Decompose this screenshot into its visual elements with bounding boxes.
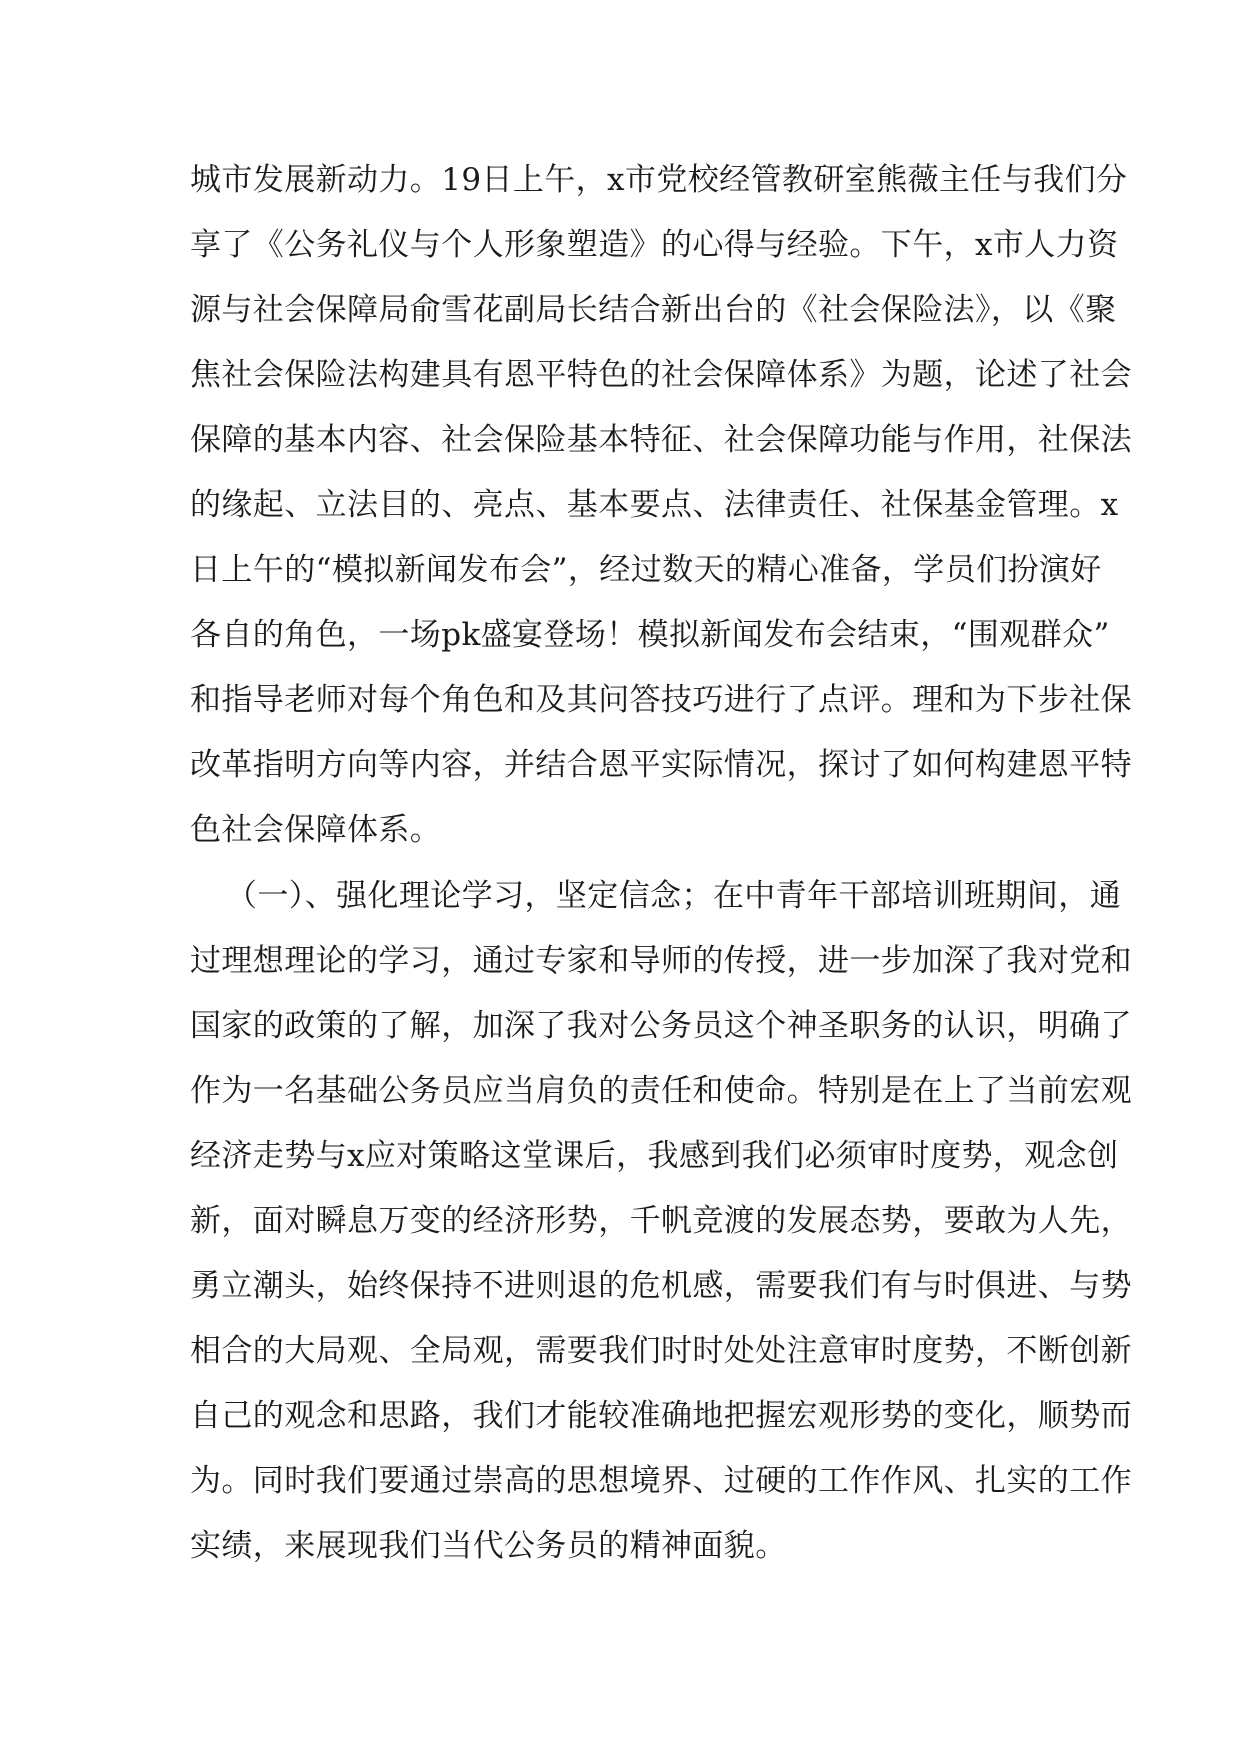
text-line: 勇立潮头，始终保持不进则退的危机感，需要我们有与时俱进、与势 (190, 1268, 1132, 1304)
text-line: 源与社会保障局俞雪花副局长结合新出台的《社会保险法》，以《聚 (190, 292, 1117, 328)
text-line: 焦社会保险法构建具有恩平特色的社会保障体系》为题，论述了社会 (190, 357, 1132, 393)
text-line: 国家的政策的了解，加深了我对公务员这个神圣职务的认识，明确了 (190, 1008, 1132, 1044)
paragraph-1 (190, 148, 1132, 863)
text-line: 各自的角色，一场pk盛宴登场！模拟新闻发布会结束，“围观群众” (190, 617, 1110, 653)
text-line: 相合的大局观、全局观，需要我们时时处处注意审时度势，不断创新 (190, 1333, 1132, 1369)
text-line: 改革指明方向等内容，并结合恩平实际情况，探讨了如何构建恩平特 (190, 747, 1132, 783)
text-line: 自己的观念和思路，我们才能较准确地把握宏观形势的变化，顺势而 (190, 1398, 1132, 1434)
text-line: 享了《公务礼仪与个人形象塑造》的心得与经验。下午，x市人力资 (190, 227, 1119, 263)
text-line: 保障的基本内容、社会保险基本特征、社会保障功能与作用，社保法 (190, 422, 1132, 458)
text-line: 日上午的“模拟新闻发布会”，经过数天的精心准备，学员们扮演好 (190, 552, 1102, 588)
document-body (190, 148, 1132, 1579)
text-line: 色社会保障体系。 (190, 812, 442, 848)
text-line: 和指导老师对每个角色和及其问答技巧进行了点评。理和为下步社保 (190, 682, 1132, 718)
text-line: 过理想理论的学习，通过专家和导师的传授，进一步加深了我对党和 (190, 943, 1132, 979)
text-line: 经济走势与x应对策略这堂课后，我感到我们必须审时度势，观念创 (190, 1138, 1119, 1174)
text-line: 实绩，来展现我们当代公务员的精神面貌。 (190, 1528, 787, 1564)
text-line: 作为一名基础公务员应当肩负的责任和使命。特别是在上了当前宏观 (190, 1073, 1132, 1109)
text-line: 的缘起、立法目的、亮点、基本要点、法律责任、社保基金管理。x (190, 487, 1119, 523)
text-line: 新，面对瞬息万变的经济形势，千帆竞渡的发展态势，要敢为人先， (190, 1203, 1132, 1239)
text-line: 为。同时我们要通过崇高的思想境界、过硬的工作作风、扎实的工作 (190, 1463, 1132, 1499)
text-line: 城市发展新动力。19日上午，x市党校经管教研室熊薇主任与我们分 (190, 162, 1128, 198)
text-line: （一）、强化理论学习，坚定信念；在中青年干部培训班期间，通 (226, 878, 1122, 914)
paragraph-2 (190, 864, 1132, 1579)
